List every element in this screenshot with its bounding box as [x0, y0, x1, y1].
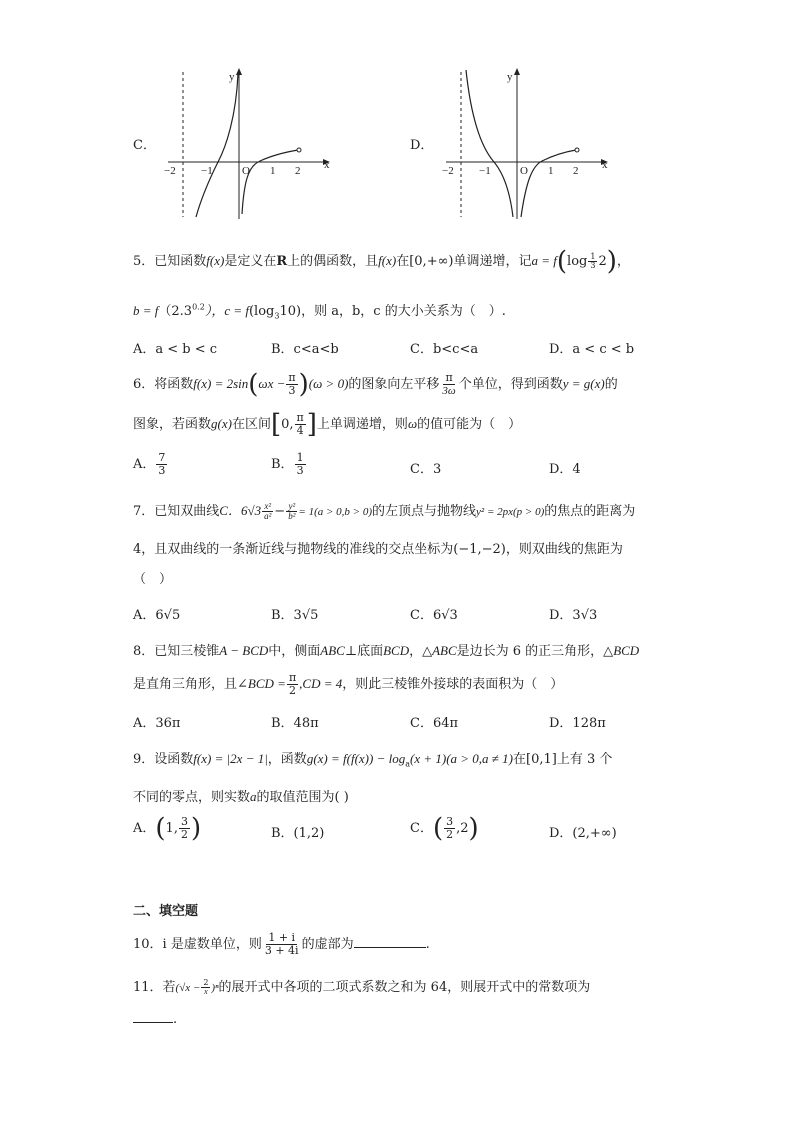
q11-answer-blank[interactable]: [133, 1012, 173, 1023]
option-c-label: C．: [133, 138, 156, 153]
q8-line2: 是直角三角形，且∠BCD = $\frac{\pi}{2}$ ,CD = 4，则此三棱锥外接球的表面积为（ ）: [133, 671, 564, 697]
graph-c-x: x: [324, 159, 330, 171]
graph-c-y: y: [229, 71, 235, 83]
option-d-label: D．: [410, 138, 434, 153]
q11-line1: 11．若(√x − $\frac{2}{x}$ )ⁿ的展开式中各项的二项式系数之和为 64，则展开式中的常数项为: [133, 978, 591, 996]
q7-line3: （ ）: [133, 572, 173, 587]
q8-line1: 8．已知三棱锥A − BCD中，侧面ABC⊥底面BCD，△ABC是边长为 6 的正三角形，△BCD: [133, 643, 640, 659]
graph-c-t1: 1: [270, 165, 276, 177]
q8-option-a[interactable]: A．36π: [133, 716, 181, 731]
graph-d-tm2: −2: [442, 165, 454, 177]
graph-c-tm1: −1: [201, 165, 213, 177]
q9-option-d[interactable]: D．(2,+∞): [549, 826, 617, 841]
q8-option-c[interactable]: C．64π: [410, 716, 459, 731]
q6-option-b[interactable]: B． $\frac{1}{3}$: [271, 451, 304, 477]
graph-d-tm1: −1: [479, 165, 491, 177]
q8-option-b[interactable]: B．48π: [271, 716, 319, 731]
q11-line2: .: [133, 1012, 177, 1027]
q9-line2: 不同的零点，则实数a的取值范围为( ): [133, 789, 349, 805]
graph-c: [158, 62, 338, 222]
graph-d-t2: 2: [573, 165, 579, 177]
q6-option-a[interactable]: A． $\frac{7}{3}$: [133, 451, 166, 477]
q7-option-d[interactable]: D．3√3: [549, 608, 598, 623]
q5-option-c[interactable]: C．b<c<a: [410, 342, 479, 357]
q7-option-c[interactable]: C．6√3: [410, 608, 458, 623]
q9-option-a[interactable]: A．(1, $\frac{3}{2}$ ): [133, 813, 202, 844]
q5-option-d[interactable]: D．a < c < b: [549, 342, 635, 357]
q5-line2: $b = f(2.3^{0.2})$，$c = f(\log_310)$，则 a，b，c 的大小关系为（ ）.: [133, 302, 506, 321]
q9-option-b[interactable]: B．(1,2): [271, 826, 325, 841]
q5-option-b[interactable]: B．c<a<b: [271, 342, 339, 357]
q7-line2: 4，且双曲线的一条渐近线与抛物线的准线的交点坐标为(−1,−2)，则双曲线的焦距为: [133, 542, 623, 557]
section-fill-in-title: 二、填空题: [133, 904, 199, 919]
graph-d: [436, 62, 616, 222]
graph-d-t1: 1: [548, 165, 554, 177]
q7-option-b[interactable]: B．3√5: [271, 608, 319, 623]
graph-c-t2: 2: [295, 165, 301, 177]
graph-d-x: x: [602, 159, 608, 171]
q7-option-a[interactable]: A．6√5: [133, 608, 181, 623]
q5-option-a[interactable]: A．a < b < c: [133, 342, 218, 357]
q6-option-d[interactable]: D．4: [549, 462, 581, 477]
q6-line1: 6．将函数f(x) = 2sin(ωx − $\frac{\pi}{3}$ )(ω > 0)的图象向左平移 $\frac{\pi}{3\omega}$ 个单位，得到函数y = g(x)的: [133, 369, 618, 400]
q10-line: 10．i 是虚数单位，则 $\frac{1 + i}{3 + 4i}$ 的虚部为 .: [133, 931, 430, 957]
graph-d-y: y: [507, 71, 513, 83]
graph-c-tm2: −2: [164, 165, 176, 177]
q8-option-d[interactable]: D．128π: [549, 716, 606, 731]
q9-line1: 9．设函数f(x) = |2x − 1|，函数$g(x) = f(f(x)) - \log_a(x + 1)(a > 0,a \ne 1)$在[0,1]上有 3 个: [133, 751, 613, 769]
graph-c-o: O: [242, 165, 250, 177]
q7-line1: 7．已知双曲线C．6√3 $\frac{\text{x²}}{\text{a²}}$ − $\frac{\text{y²}}{\text{b²}}$ = 1(a > 0,b > 0)的左顶点与抛物线y² = 2px(p > 0)的焦点的距离为: [133, 501, 636, 521]
q10-answer-blank[interactable]: [354, 937, 426, 948]
q6-line2: 图象，若函数g(x)在区间[0, $\frac{\pi}{4}$ ]上单调递增，则ω的值可能为（ ）: [133, 409, 522, 440]
q9-option-c[interactable]: C．( $\frac{3}{2}$ ,2): [410, 813, 479, 844]
graph-d-o: O: [520, 165, 528, 177]
q5-line1: 5．已知函数f(x)是定义在R上的偶函数，且f(x)在[0,+∞)单调递增，记a = f(log $\frac{1}{3}$ 2)，: [133, 246, 630, 277]
q6-option-c[interactable]: C．3: [410, 462, 442, 477]
